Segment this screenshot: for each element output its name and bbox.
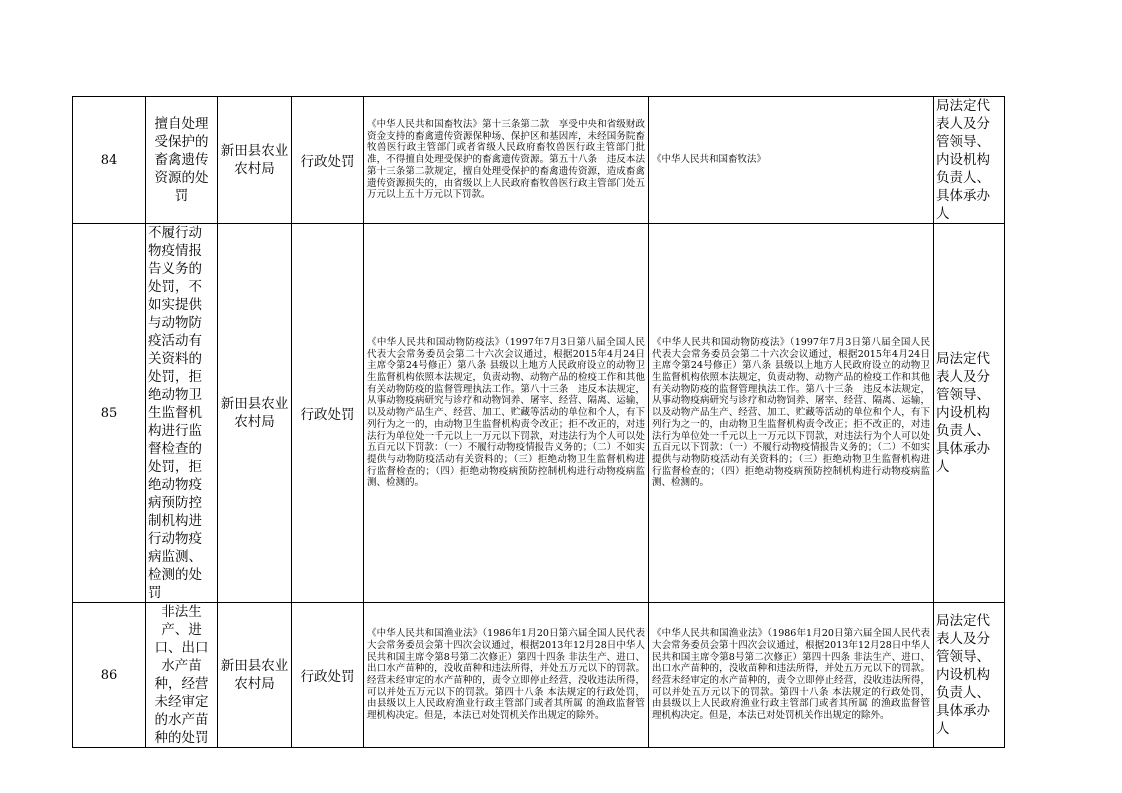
row-number: 86 (73, 603, 146, 748)
table-row (73, 603, 1005, 748)
responsible-party: 局法定代表人及分管领导、内设机构负责人、具体承办人 (936, 613, 990, 737)
legal-basis: 《中华人民共和国渔业法》（1986年1月20日第六届全国人民代表大会常务委员会第十四次会议通过，根据2013年12月28日中华人民共和国主席令第8号第二次修正）第四十四条 非法生产、进口、出口水产苗种的，没收苗种和违法所得，并处五万元以下的罚款。经营未经审定的水产苗种的，责令立即停止经营，没收违法所得，可以并处五万元以下的罚款。第四十八条 本法规定的行政处罚，由县级以上人民政府渔业行政主管部门或者其所属 的渔政监督管理机构决定。但是，本法已对处罚机关作出规定的除外。 (367, 628, 645, 722)
department: 新田县农业农村局 (220, 143, 289, 177)
legal-basis-summary: 《中华人民共和国动物防疫法》（1997年7月3日第八届全国人民代表大会常务委员会第二十六次会议通过，根据2015年4月24日主席令第24号修正）第八条 县级以上地方人民政府设立的动物卫生监督机构依照本法规定，负责动物、动物产品的检疫工作和其他有关动物防疫的监督管理执法工作。第八十三条 违反本法规定，从事动物疫病研究与诊疗和动物饲养、屠宰、经营、隔离、运输，以及动物产品生产、经营、加工、贮藏等活动的单位和个人，有下列行为之一的，由动物卫生监督机构责令改正；拒不改正的，对违法行为单位处一千元以上一万元以下罚款，对违法行为个人可以处五百元以下罚款：（一）不履行动物疫情报告义务的；（二）不如实提供与动物防疫活动有关资料的；（三）拒绝动物卫生监督机构进行监督检查的；（四）拒绝动物疫病预防控制机构进行动物疫病监测、检测的。 (652, 336, 930, 489)
legal-basis-summary: 《中华人民共和国渔业法》（1986年1月20日第六届全国人民代表大会常务委员会第十四次会议通过，根据2013年12月28日中华人民共和国主席令第8号第二次修正）第四十四条 非法生产、进口、出口水产苗种的，没收苗种和违法所得，并处五万元以下的罚款。经营未经审定的水产苗种的，责令立即停止经营，没收违法所得，可以并处五万元以下的罚款。第四十八条 本法规定的行政处罚，由县级以上人民政府渔业行政主管部门或者其所属 的渔政监督管理机构决定。但是，本法已对处罚机关作出规定的除外。 (652, 628, 930, 722)
penalty-type: 行政处罚 (292, 603, 364, 748)
legal-basis: 《中华人民共和国动物防疫法》（1997年7月3日第八届全国人民代表大会常务委员会第二十六次会议通过，根据2015年4月24日主席令第24号修正）第八条 县级以上地方人民政府设立的动物卫生监督机构依照本法规定，负责动物、动物产品的检疫工作和其他有关动物防疫的监督管理执法工作。第八十三条 违反本法规定，从事动物疫病研究与诊疗和动物饲养、屠宰、经营、隔离、运输，以及动物产品生产、经营、加工、贮藏等活动的单位和个人，有下列行为之一的，由动物卫生监督机构责令改正；拒不改正的，对违法行为单位处一千元以上一万元以下罚款，对违法行为个人可以处五百元以下罚款：（一）不履行动物疫情报告义务的；（二）不如实提供与动物防疫活动有关资料的；（三）拒绝动物卫生监督机构进行监督检查的；（四）拒绝动物疫病预防控制机构进行动物疫病监测、检测的。 (367, 336, 645, 489)
table-row (73, 224, 1005, 603)
legal-basis-summary: 《中华人民共和国畜牧法》 (652, 154, 767, 166)
responsible-party: 局法定代表人及分管领导、内设机构负责人、具体承办人 (936, 98, 990, 222)
legal-basis: 《中华人民共和国畜牧法》第十三条第二款 享受中央和省级财政资金支持的畜禽遗传资源保种场、保护区和基因库，未经国务院畜牧兽医行政主管部门或者省级人民政府畜牧兽医行政主管部门批准，不得擅自处理受保护的畜禽遗传资源。第五十八条 违反本法第十三条第二款规定，擅自处理受保护的畜禽遗传资源，造成畜禽遗传资源损失的，由省级以上人民政府畜牧兽医行政主管部门处五万元以上五十万元以下罚款。 (367, 119, 645, 201)
table-row (73, 97, 1005, 224)
department: 新田县农业农村局 (220, 658, 289, 692)
item-name: 不履行动物疫情报告义务的处罚，不如实提供与动物防疫活动有关资料的处罚，拒绝动物卫生监督机构进行监督检查的处罚，拒绝动物疫病预防控制机构进行动物疫病监测、检测的处罚 (148, 225, 202, 601)
row-number: 84 (73, 97, 146, 224)
department: 新田县农业农村局 (220, 396, 289, 430)
responsible-party: 局法定代表人及分管领导、内设机构负责人、具体承办人 (936, 351, 990, 475)
item-name: 非法生产、进口、出口水产苗种，经营未经审定的水产苗种的处罚 (154, 604, 209, 746)
penalty-type: 行政处罚 (292, 97, 364, 224)
item-name: 擅自处理受保护的畜禽遗传资源的处罚 (154, 116, 209, 204)
row-number: 85 (73, 224, 146, 603)
penalty-type: 行政处罚 (292, 224, 364, 603)
penalty-table (72, 96, 1005, 748)
